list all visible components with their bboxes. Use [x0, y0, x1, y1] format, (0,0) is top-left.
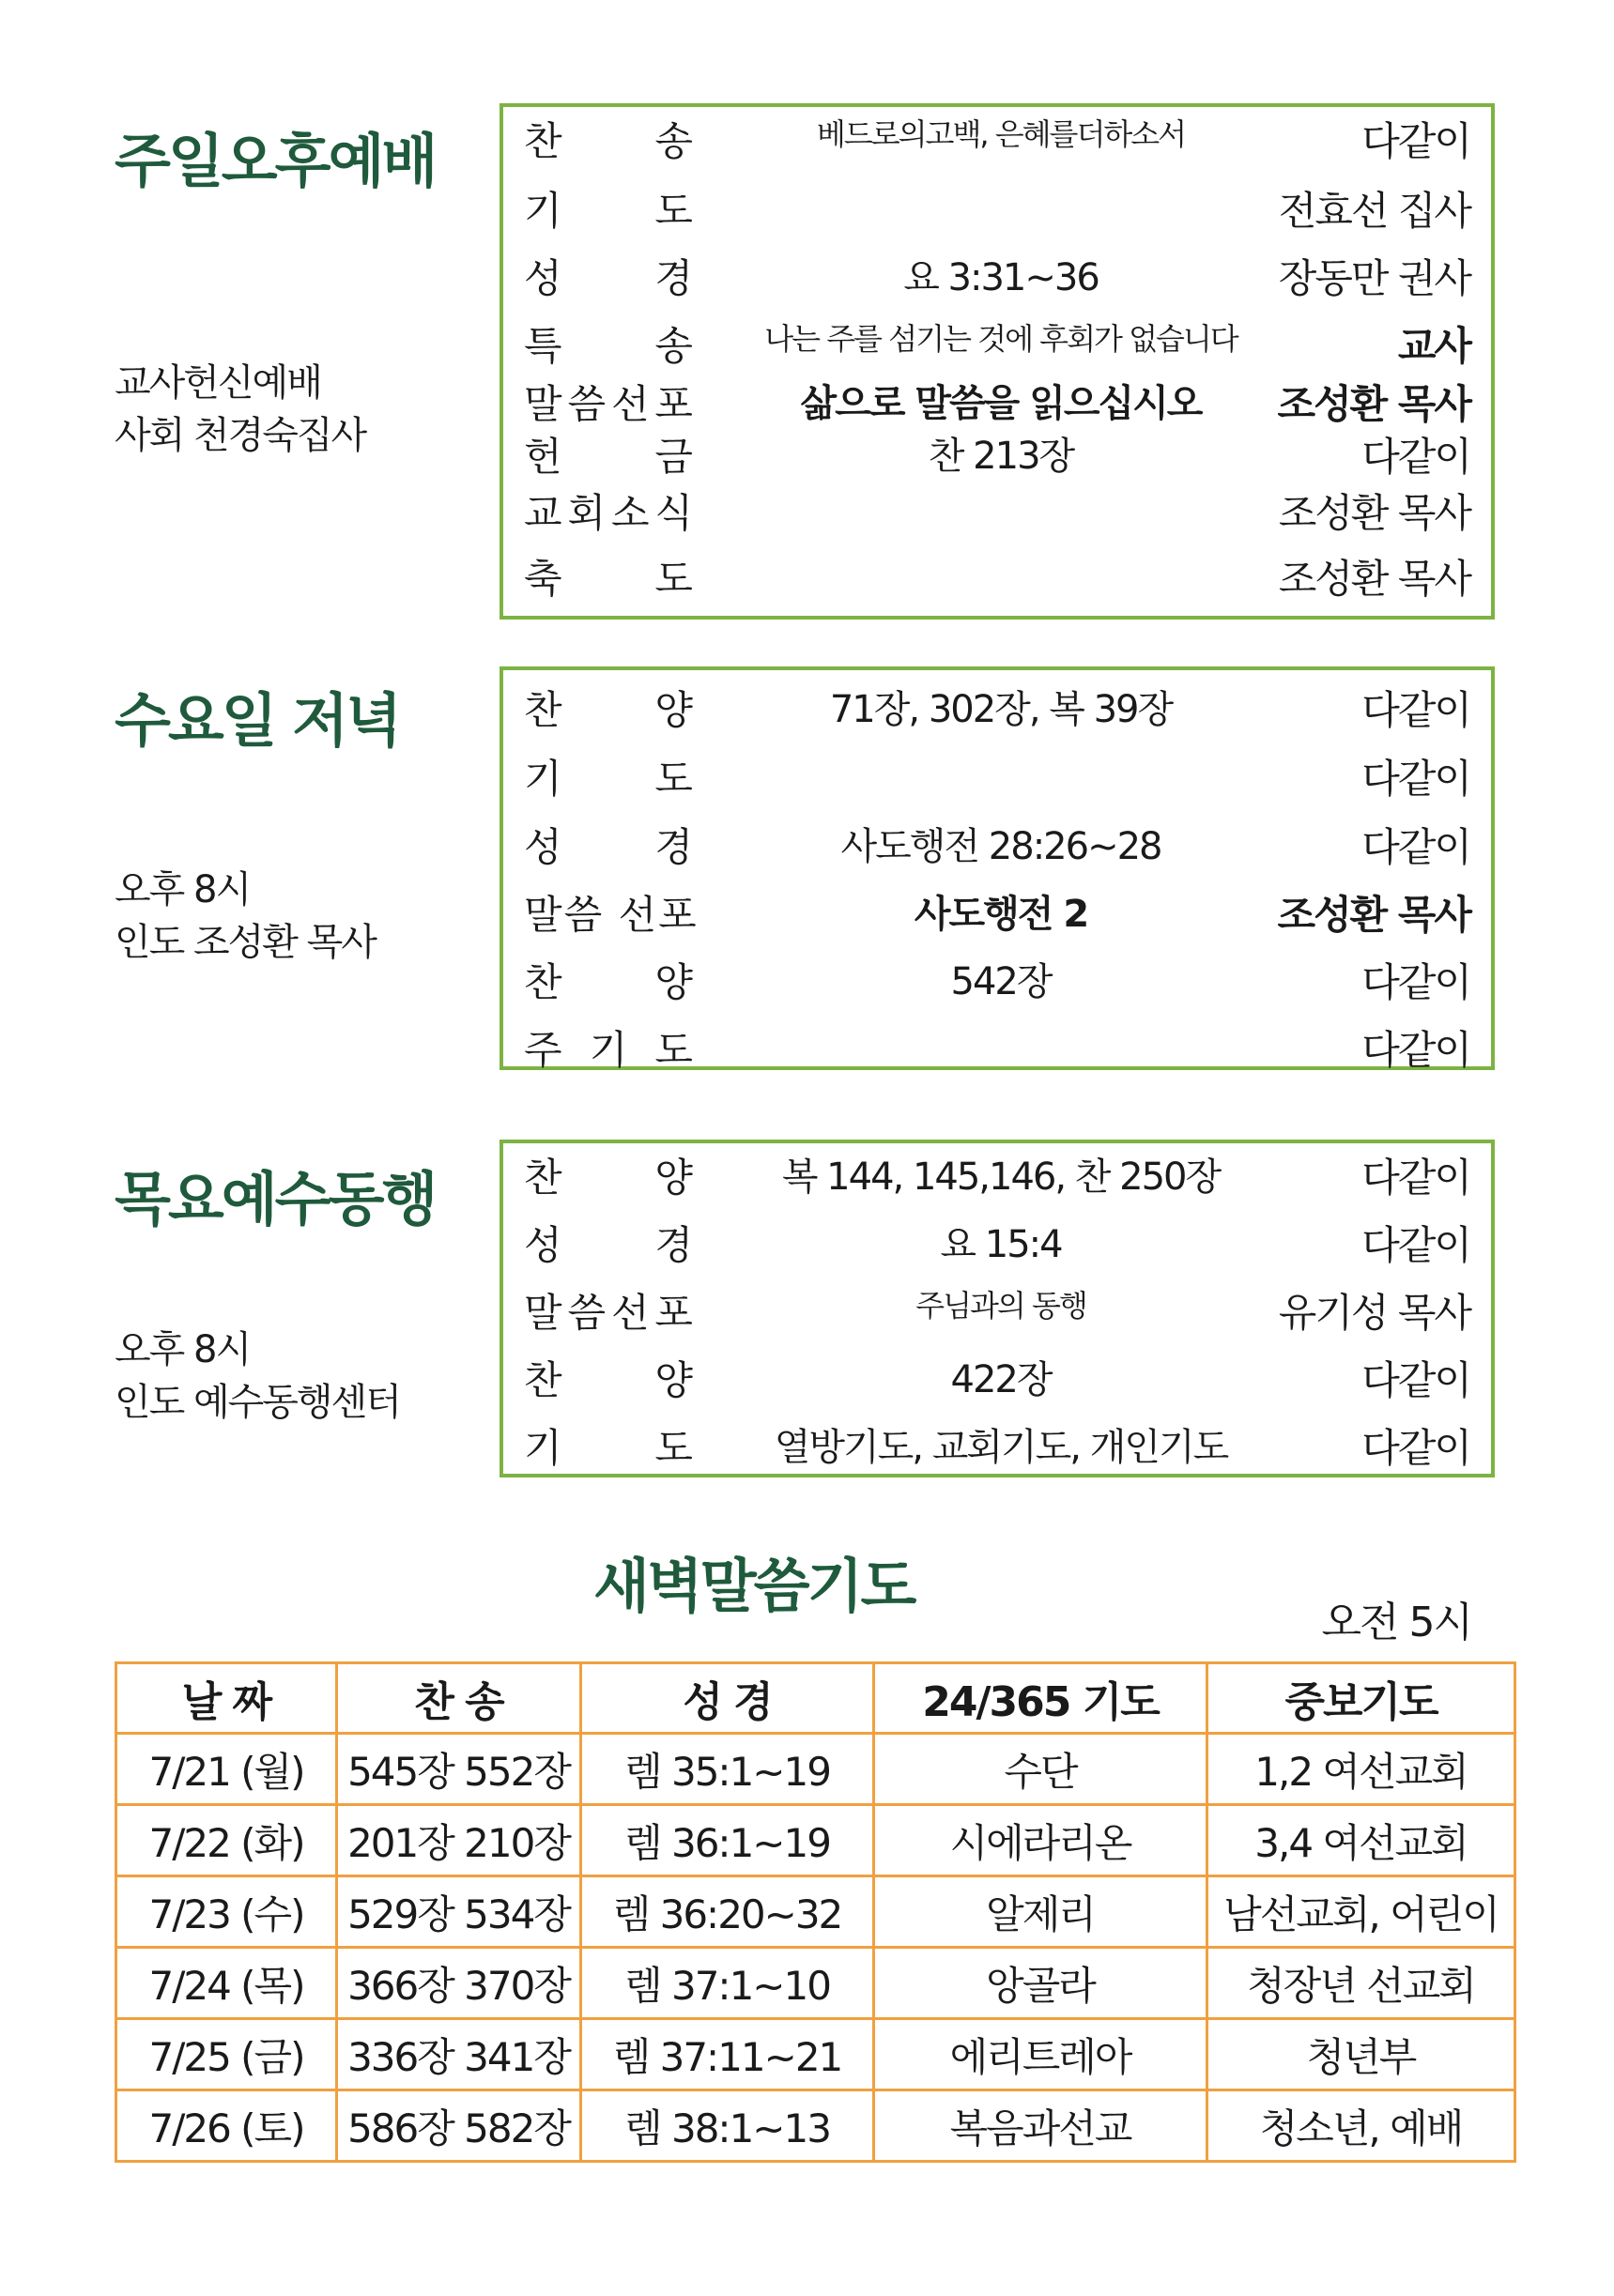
column-header-hymn: 찬 송 [337, 1663, 581, 1734]
cell-hymn: 545장 552장 [337, 1734, 581, 1805]
order-leader: 다같이 [1361, 118, 1470, 164]
table-row [116, 2019, 1515, 2090]
order-content: 찬 213장 [928, 435, 1074, 478]
order-item: 성 경 [524, 824, 693, 870]
cell-intercession: 청년부 [1207, 2019, 1515, 2090]
order-item: 찬 양 [524, 959, 693, 1005]
order-leader: 다같이 [1361, 959, 1470, 1005]
sunday-note [115, 357, 365, 462]
table-row [116, 2090, 1515, 2162]
wednesday-note-line: 인도 조성환 목사 [115, 921, 376, 964]
order-row [503, 374, 1491, 430]
order-item: 헌 금 [524, 434, 693, 480]
sunday-note-line: 사회 천경숙집사 [115, 414, 366, 457]
column-header-scripture: 성 경 [581, 1663, 874, 1734]
order-content: 요 3:31~36 [903, 256, 1099, 299]
order-content: 요 15:4 [940, 1223, 1062, 1266]
order-row [503, 1350, 1491, 1406]
sunday-note-line: 교사헌신예배 [115, 361, 321, 405]
cell-hymn: 586장 582장 [337, 2090, 581, 2162]
order-item: 성 경 [524, 255, 693, 301]
order-content: 542장 [950, 960, 1052, 1003]
order-row [503, 952, 1491, 1008]
cell-hymn: 529장 534장 [337, 1876, 581, 1948]
table-row [116, 1948, 1515, 2019]
order-leader: 다같이 [1361, 1425, 1470, 1471]
order-row [503, 426, 1491, 482]
cell-date: 7/26 (토) [116, 2090, 337, 2162]
order-item: 찬 양 [524, 1357, 693, 1403]
order-row [503, 315, 1491, 372]
order-leader: 다같이 [1361, 1357, 1470, 1403]
order-item: 말씀 선포 [524, 892, 699, 938]
order-item: 찬 양 [524, 1155, 693, 1201]
cell-scripture: 렘 37:1~10 [581, 1948, 874, 2019]
dawn-time: 오전 5시 [1321, 1599, 1471, 1646]
cell-prayer: 시에라리온 [874, 1805, 1207, 1876]
order-item: 찬 양 [524, 687, 693, 733]
dawn-title: 새벽말씀기도 [593, 1552, 915, 1620]
order-row [503, 248, 1491, 304]
order-leader: 전효선 집사 [1278, 188, 1470, 234]
order-leader: 조성환 목사 [1277, 381, 1470, 427]
cell-scripture: 렘 37:11~21 [581, 2019, 874, 2090]
order-row [503, 548, 1491, 605]
order-leader: 다같이 [1361, 1027, 1470, 1073]
cell-date: 7/22 (화) [116, 1805, 337, 1876]
order-leader: 조성환 목사 [1278, 490, 1470, 536]
order-row [503, 111, 1491, 167]
cell-date: 7/23 (수) [116, 1876, 337, 1948]
column-header-intercession: 중보기도 [1207, 1663, 1515, 1734]
order-content: 사도행전 28:26~28 [840, 825, 1161, 868]
cell-intercession: 1,2 여선교회 [1207, 1734, 1515, 1805]
order-row [503, 482, 1491, 539]
order-item: 기 도 [524, 188, 693, 234]
order-item: 말 씀 선 포 [524, 381, 693, 427]
order-content: 사도행전 2 [914, 893, 1088, 936]
dawn-schedule-table [115, 1661, 1516, 2163]
cell-scripture: 렘 36:1~19 [581, 1805, 874, 1876]
order-row [503, 1019, 1491, 1076]
order-leader: 다같이 [1361, 756, 1470, 802]
order-row [503, 180, 1491, 237]
cell-scripture: 렘 36:20~32 [581, 1876, 874, 1948]
order-item: 특 송 [524, 323, 693, 369]
thursday-note-line: 인도 예수동행센터 [115, 1381, 400, 1424]
sunday-title: 주일오후예배 [115, 127, 436, 195]
cell-intercession: 청소년, 예배 [1207, 2090, 1515, 2162]
order-item: 기 도 [524, 1425, 693, 1471]
order-item: 말 씀 선 포 [524, 1290, 693, 1336]
thursday-note [115, 1324, 400, 1429]
order-item: 주 기 도 [524, 1027, 693, 1073]
order-item: 기 도 [524, 756, 693, 802]
order-row [503, 680, 1491, 736]
cell-intercession: 청장년 선교회 [1207, 1948, 1515, 2019]
order-leader: 교사 [1397, 323, 1470, 369]
cell-scripture: 렘 38:1~13 [581, 2090, 874, 2162]
thursday-note-line: 오후 8시 [115, 1328, 251, 1371]
table-header-row [116, 1663, 1515, 1734]
column-header-date: 날 짜 [116, 1663, 337, 1734]
order-leader: 다같이 [1361, 434, 1470, 480]
order-row [503, 1215, 1491, 1271]
order-leader: 다같이 [1361, 1222, 1470, 1268]
table-row [116, 1805, 1515, 1876]
order-content: 주님과의 동행 [915, 1288, 1086, 1324]
cell-prayer: 앙골라 [874, 1948, 1207, 2019]
wednesday-note-line: 오후 8시 [115, 868, 251, 911]
cell-prayer: 복음과선교 [874, 2090, 1207, 2162]
order-content: 71장, 302장, 복 39장 [829, 688, 1173, 731]
table-row [116, 1876, 1515, 1948]
order-item: 교 회 소 식 [524, 490, 693, 536]
order-item: 찬 송 [524, 118, 693, 164]
order-leader: 다같이 [1361, 1155, 1470, 1201]
cell-date: 7/24 (목) [116, 1948, 337, 2019]
cell-hymn: 201장 210장 [337, 1805, 581, 1876]
sunday-order-box [500, 103, 1495, 620]
cell-hymn: 336장 341장 [337, 2019, 581, 2090]
order-content: 베드로의고백, 은혜를더하소서 [816, 116, 1186, 152]
order-content: 나는 주를 섬기는 것에 후회가 없습니다 [764, 321, 1237, 357]
order-leader: 조성환 목사 [1278, 556, 1470, 602]
order-row [503, 1417, 1491, 1474]
order-item: 축 도 [524, 556, 693, 602]
cell-date: 7/21 (월) [116, 1734, 337, 1805]
order-leader: 조성환 목사 [1277, 892, 1470, 938]
order-row [503, 817, 1491, 873]
column-header-prayer: 24/365 기도 [874, 1663, 1207, 1734]
table-row [116, 1734, 1515, 1805]
order-item: 성 경 [524, 1222, 693, 1268]
order-row [503, 884, 1491, 941]
order-row [503, 1282, 1491, 1339]
wednesday-note [115, 864, 376, 969]
order-leader: 다같이 [1361, 824, 1470, 870]
order-content: 삶으로 말씀을 읽으십시오 [800, 382, 1202, 425]
order-leader: 장동만 권사 [1278, 255, 1470, 301]
cell-intercession: 3,4 여선교회 [1207, 1805, 1515, 1876]
cell-intercession: 남선교회, 어린이 [1207, 1876, 1515, 1948]
cell-prayer: 에리트레아 [874, 2019, 1207, 2090]
order-row [503, 748, 1491, 804]
order-content: 복 144, 145,146, 찬 250장 [781, 1156, 1221, 1199]
order-content: 422장 [950, 1358, 1052, 1401]
order-leader: 다같이 [1361, 687, 1470, 733]
cell-hymn: 366장 370장 [337, 1948, 581, 2019]
cell-scripture: 렘 35:1~19 [581, 1734, 874, 1805]
thursday-order-box [500, 1140, 1495, 1477]
cell-prayer: 알제리 [874, 1876, 1207, 1948]
wednesday-order-box [500, 666, 1495, 1073]
cell-date: 7/25 (금) [116, 2019, 337, 2090]
wednesday-title: 수요일 저녁 [115, 686, 400, 755]
cell-prayer: 수단 [874, 1734, 1207, 1805]
order-row [503, 1147, 1491, 1203]
order-leader: 유기성 목사 [1278, 1290, 1470, 1336]
thursday-title: 목요예수동행 [115, 1165, 436, 1233]
order-content: 열방기도, 교회기도, 개인기도 [774, 1426, 1228, 1469]
